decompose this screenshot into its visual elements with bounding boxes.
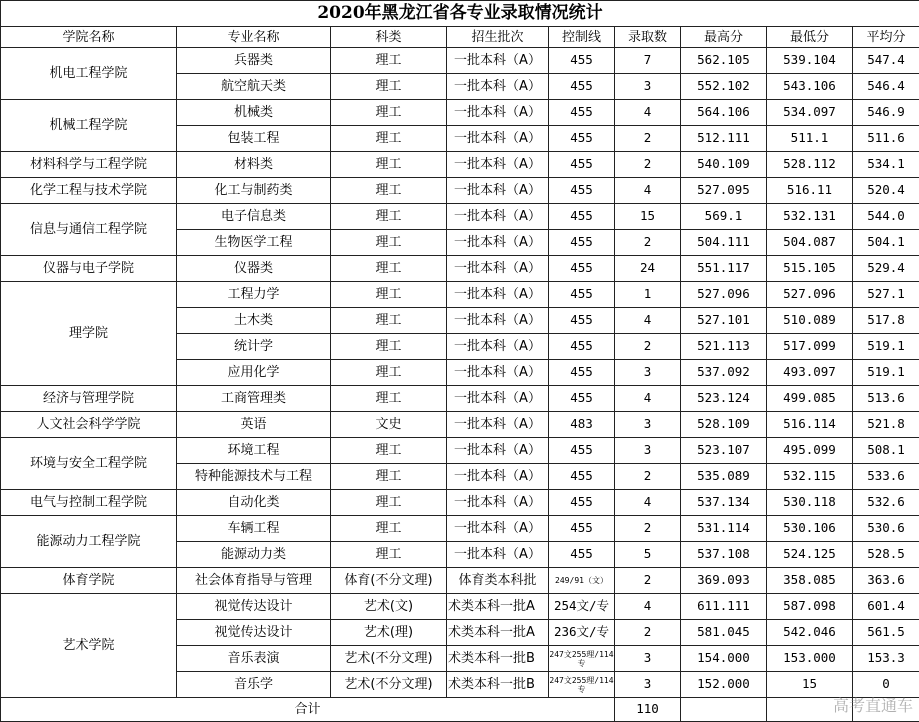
avg-score-cell: 546.4 (853, 74, 919, 100)
batch-cell: 一批本科（A） (447, 282, 549, 308)
max-score-cell: 540.109 (681, 152, 767, 178)
max-score-cell: 527.101 (681, 308, 767, 334)
count-cell: 2 (615, 126, 681, 152)
min-score-cell: 543.106 (767, 74, 853, 100)
control-line-cell: 455 (549, 282, 615, 308)
min-score-cell: 495.099 (767, 438, 853, 464)
major-cell: 生物医学工程 (177, 230, 331, 256)
avg-score-cell: 519.1 (853, 334, 919, 360)
max-score-cell: 562.105 (681, 48, 767, 74)
min-score-cell: 539.104 (767, 48, 853, 74)
avg-score-cell: 153.3 (853, 646, 919, 672)
college-cell: 理学院 (1, 282, 177, 386)
max-score-cell: 552.102 (681, 74, 767, 100)
type-cell: 理工 (331, 126, 447, 152)
type-cell: 理工 (331, 152, 447, 178)
control-line-cell: 247文255理/114专 (549, 646, 615, 672)
empty-cell (681, 698, 767, 722)
batch-cell: 一批本科（A） (447, 490, 549, 516)
avg-score-cell: 508.1 (853, 438, 919, 464)
count-cell: 3 (615, 74, 681, 100)
header-min: 最低分 (767, 27, 853, 48)
avg-score-cell: 534.1 (853, 152, 919, 178)
min-score-cell: 527.096 (767, 282, 853, 308)
major-cell: 音乐学 (177, 672, 331, 698)
max-score-cell: 611.111 (681, 594, 767, 620)
avg-score-cell: 363.6 (853, 568, 919, 594)
count-cell: 3 (615, 360, 681, 386)
batch-cell: 一批本科（A） (447, 438, 549, 464)
college-cell: 机械工程学院 (1, 100, 177, 152)
max-score-cell: 537.108 (681, 542, 767, 568)
avg-score-cell: 513.6 (853, 386, 919, 412)
header-row (1, 27, 919, 48)
batch-cell: 一批本科（A） (447, 386, 549, 412)
avg-score-cell: 546.9 (853, 100, 919, 126)
major-cell: 自动化类 (177, 490, 331, 516)
batch-cell: 一批本科（A） (447, 152, 549, 178)
college-cell: 经济与管理学院 (1, 386, 177, 412)
min-score-cell: 153.000 (767, 646, 853, 672)
control-line-cell: 455 (549, 230, 615, 256)
total-label: 合计 (1, 698, 615, 722)
control-line-cell: 247文255理/114专 (549, 672, 615, 698)
table-row (1, 282, 919, 308)
min-score-cell: 534.097 (767, 100, 853, 126)
min-score-cell: 532.131 (767, 204, 853, 230)
total-count: 110 (615, 698, 681, 722)
batch-cell: 一批本科（A） (447, 48, 549, 74)
max-score-cell: 154.000 (681, 646, 767, 672)
control-line-cell: 455 (549, 438, 615, 464)
batch-cell: 一批本科（A） (447, 230, 549, 256)
major-cell: 视觉传达设计 (177, 594, 331, 620)
control-line-cell: 455 (549, 48, 615, 74)
table-row (1, 412, 919, 438)
batch-cell: 一批本科（A） (447, 178, 549, 204)
major-cell: 航空航天类 (177, 74, 331, 100)
count-cell: 3 (615, 438, 681, 464)
avg-score-cell: 511.6 (853, 126, 919, 152)
type-cell: 艺术(文) (331, 594, 447, 620)
max-score-cell: 527.095 (681, 178, 767, 204)
major-cell: 能源动力类 (177, 542, 331, 568)
max-score-cell: 527.096 (681, 282, 767, 308)
table-row (1, 568, 919, 594)
min-score-cell: 587.098 (767, 594, 853, 620)
table-row (1, 386, 919, 412)
avg-score-cell: 527.1 (853, 282, 919, 308)
college-cell: 电气与控制工程学院 (1, 490, 177, 516)
type-cell: 理工 (331, 360, 447, 386)
type-cell: 理工 (331, 48, 447, 74)
min-score-cell: 530.118 (767, 490, 853, 516)
type-cell: 理工 (331, 230, 447, 256)
max-score-cell: 537.134 (681, 490, 767, 516)
major-cell: 工程力学 (177, 282, 331, 308)
control-line-cell: 455 (549, 464, 615, 490)
min-score-cell: 516.11 (767, 178, 853, 204)
avg-score-cell: 530.6 (853, 516, 919, 542)
control-line-cell: 483 (549, 412, 615, 438)
major-cell: 视觉传达设计 (177, 620, 331, 646)
table-row (1, 594, 919, 620)
major-cell: 英语 (177, 412, 331, 438)
college-cell: 仪器与电子学院 (1, 256, 177, 282)
major-cell: 化工与制药类 (177, 178, 331, 204)
avg-score-cell: 517.8 (853, 308, 919, 334)
avg-score-cell: 504.1 (853, 230, 919, 256)
type-cell: 理工 (331, 386, 447, 412)
batch-cell: 术类本科一批A (447, 594, 549, 620)
batch-cell: 一批本科（A） (447, 256, 549, 282)
max-score-cell: 504.111 (681, 230, 767, 256)
control-line-cell: 455 (549, 152, 615, 178)
major-cell: 包装工程 (177, 126, 331, 152)
count-cell: 3 (615, 646, 681, 672)
type-cell: 理工 (331, 204, 447, 230)
type-cell: 理工 (331, 256, 447, 282)
batch-cell: 一批本科（A） (447, 334, 549, 360)
major-cell: 音乐表演 (177, 646, 331, 672)
type-cell: 理工 (331, 100, 447, 126)
count-cell: 15 (615, 204, 681, 230)
type-cell: 文史 (331, 412, 447, 438)
major-cell: 材料类 (177, 152, 331, 178)
batch-cell: 一批本科（A） (447, 412, 549, 438)
min-score-cell: 504.087 (767, 230, 853, 256)
count-cell: 4 (615, 308, 681, 334)
table-row (1, 48, 919, 74)
batch-cell: 一批本科（A） (447, 542, 549, 568)
batch-cell: 一批本科（A） (447, 74, 549, 100)
min-score-cell: 528.112 (767, 152, 853, 178)
count-cell: 2 (615, 334, 681, 360)
header-avg: 平均分 (853, 27, 919, 48)
max-score-cell: 569.1 (681, 204, 767, 230)
type-cell: 艺术(不分文理) (331, 672, 447, 698)
min-score-cell: 516.114 (767, 412, 853, 438)
max-score-cell: 531.114 (681, 516, 767, 542)
table-row (1, 516, 919, 542)
table-row (1, 100, 919, 126)
avg-score-cell: 547.4 (853, 48, 919, 74)
control-line-cell: 455 (549, 490, 615, 516)
batch-cell: 一批本科（A） (447, 100, 549, 126)
major-cell: 统计学 (177, 334, 331, 360)
min-score-cell: 532.115 (767, 464, 853, 490)
header-count: 录取数 (615, 27, 681, 48)
major-cell: 仪器类 (177, 256, 331, 282)
control-line-cell: 455 (549, 386, 615, 412)
max-score-cell: 564.106 (681, 100, 767, 126)
major-cell: 土木类 (177, 308, 331, 334)
type-cell: 理工 (331, 308, 447, 334)
control-line-cell: 254文/专 (549, 594, 615, 620)
count-cell: 3 (615, 672, 681, 698)
type-cell: 理工 (331, 516, 447, 542)
count-cell: 4 (615, 178, 681, 204)
type-cell: 理工 (331, 74, 447, 100)
control-line-cell: 455 (549, 204, 615, 230)
avg-score-cell: 519.1 (853, 360, 919, 386)
count-cell: 7 (615, 48, 681, 74)
major-cell: 机械类 (177, 100, 331, 126)
control-line-cell: 455 (549, 516, 615, 542)
max-score-cell: 537.092 (681, 360, 767, 386)
control-line-cell: 455 (549, 126, 615, 152)
type-cell: 理工 (331, 542, 447, 568)
min-score-cell: 15 (767, 672, 853, 698)
college-cell: 艺术学院 (1, 594, 177, 698)
batch-cell: 一批本科（A） (447, 464, 549, 490)
avg-score-cell: 0 (853, 672, 919, 698)
control-line-cell: 236文/专 (549, 620, 615, 646)
max-score-cell: 523.107 (681, 438, 767, 464)
control-line-cell: 249/91（文） (549, 568, 615, 594)
major-cell: 车辆工程 (177, 516, 331, 542)
table-row (1, 178, 919, 204)
college-cell: 环境与安全工程学院 (1, 438, 177, 490)
avg-score-cell: 521.8 (853, 412, 919, 438)
count-cell: 24 (615, 256, 681, 282)
control-line-cell: 455 (549, 178, 615, 204)
count-cell: 3 (615, 412, 681, 438)
max-score-cell: 581.045 (681, 620, 767, 646)
count-cell: 4 (615, 490, 681, 516)
count-cell: 4 (615, 594, 681, 620)
type-cell: 理工 (331, 490, 447, 516)
min-score-cell: 524.125 (767, 542, 853, 568)
header-type: 科类 (331, 27, 447, 48)
count-cell: 4 (615, 100, 681, 126)
avg-score-cell: 601.4 (853, 594, 919, 620)
table-row (1, 152, 919, 178)
max-score-cell: 523.124 (681, 386, 767, 412)
type-cell: 理工 (331, 334, 447, 360)
min-score-cell: 499.085 (767, 386, 853, 412)
major-cell: 社会体育指导与管理 (177, 568, 331, 594)
batch-cell: 一批本科（A） (447, 516, 549, 542)
table-row (1, 490, 919, 516)
college-cell: 能源动力工程学院 (1, 516, 177, 568)
college-cell: 人文社会科学学院 (1, 412, 177, 438)
min-score-cell: 510.089 (767, 308, 853, 334)
header-batch: 招生批次 (447, 27, 549, 48)
batch-cell: 术类本科一批A (447, 620, 549, 646)
header-college: 学院名称 (1, 27, 177, 48)
max-score-cell: 369.093 (681, 568, 767, 594)
count-cell: 2 (615, 152, 681, 178)
table-row (1, 256, 919, 282)
control-line-cell: 455 (549, 360, 615, 386)
major-cell: 环境工程 (177, 438, 331, 464)
total-row (1, 698, 919, 722)
major-cell: 应用化学 (177, 360, 331, 386)
batch-cell: 一批本科（A） (447, 360, 549, 386)
count-cell: 2 (615, 230, 681, 256)
min-score-cell: 517.099 (767, 334, 853, 360)
min-score-cell: 493.097 (767, 360, 853, 386)
type-cell: 理工 (331, 438, 447, 464)
table-row (1, 204, 919, 230)
type-cell: 理工 (331, 464, 447, 490)
type-cell: 艺术(理) (331, 620, 447, 646)
type-cell: 体育(不分文理) (331, 568, 447, 594)
type-cell: 理工 (331, 178, 447, 204)
count-cell: 2 (615, 568, 681, 594)
batch-cell: 术类本科一批B (447, 672, 549, 698)
table-title: 2020年黑龙江省各专业录取情况统计 (1, 1, 919, 27)
avg-score-cell: 544.0 (853, 204, 919, 230)
control-line-cell: 455 (549, 542, 615, 568)
avg-score-cell: 520.4 (853, 178, 919, 204)
avg-score-cell: 561.5 (853, 620, 919, 646)
batch-cell: 一批本科（A） (447, 204, 549, 230)
header-major: 专业名称 (177, 27, 331, 48)
max-score-cell: 152.000 (681, 672, 767, 698)
header-control-line: 控制线 (549, 27, 615, 48)
batch-cell: 一批本科（A） (447, 308, 549, 334)
table-row (1, 438, 919, 464)
college-cell: 材料科学与工程学院 (1, 152, 177, 178)
control-line-cell: 455 (549, 100, 615, 126)
control-line-cell: 455 (549, 334, 615, 360)
header-max: 最高分 (681, 27, 767, 48)
count-cell: 2 (615, 516, 681, 542)
avg-score-cell: 529.4 (853, 256, 919, 282)
min-score-cell: 515.105 (767, 256, 853, 282)
college-cell: 机电工程学院 (1, 48, 177, 100)
control-line-cell: 455 (549, 308, 615, 334)
major-cell: 电子信息类 (177, 204, 331, 230)
max-score-cell: 528.109 (681, 412, 767, 438)
max-score-cell: 535.089 (681, 464, 767, 490)
major-cell: 兵器类 (177, 48, 331, 74)
count-cell: 5 (615, 542, 681, 568)
batch-cell: 术类本科一批B (447, 646, 549, 672)
min-score-cell: 358.085 (767, 568, 853, 594)
max-score-cell: 512.111 (681, 126, 767, 152)
avg-score-cell: 532.6 (853, 490, 919, 516)
count-cell: 4 (615, 386, 681, 412)
min-score-cell: 530.106 (767, 516, 853, 542)
avg-score-cell: 533.6 (853, 464, 919, 490)
college-cell: 信息与通信工程学院 (1, 204, 177, 256)
major-cell: 工商管理类 (177, 386, 331, 412)
watermark: 高考直通车 (832, 696, 913, 715)
college-cell: 化学工程与技术学院 (1, 178, 177, 204)
max-score-cell: 551.117 (681, 256, 767, 282)
type-cell: 理工 (331, 282, 447, 308)
count-cell: 2 (615, 464, 681, 490)
max-score-cell: 521.113 (681, 334, 767, 360)
min-score-cell: 542.046 (767, 620, 853, 646)
control-line-cell: 455 (549, 74, 615, 100)
count-cell: 1 (615, 282, 681, 308)
major-cell: 特种能源技术与工程 (177, 464, 331, 490)
count-cell: 2 (615, 620, 681, 646)
batch-cell: 体育类本科批 (447, 568, 549, 594)
college-cell: 体育学院 (1, 568, 177, 594)
control-line-cell: 455 (549, 256, 615, 282)
type-cell: 艺术(不分文理) (331, 646, 447, 672)
avg-score-cell: 528.5 (853, 542, 919, 568)
batch-cell: 一批本科（A） (447, 126, 549, 152)
min-score-cell: 511.1 (767, 126, 853, 152)
